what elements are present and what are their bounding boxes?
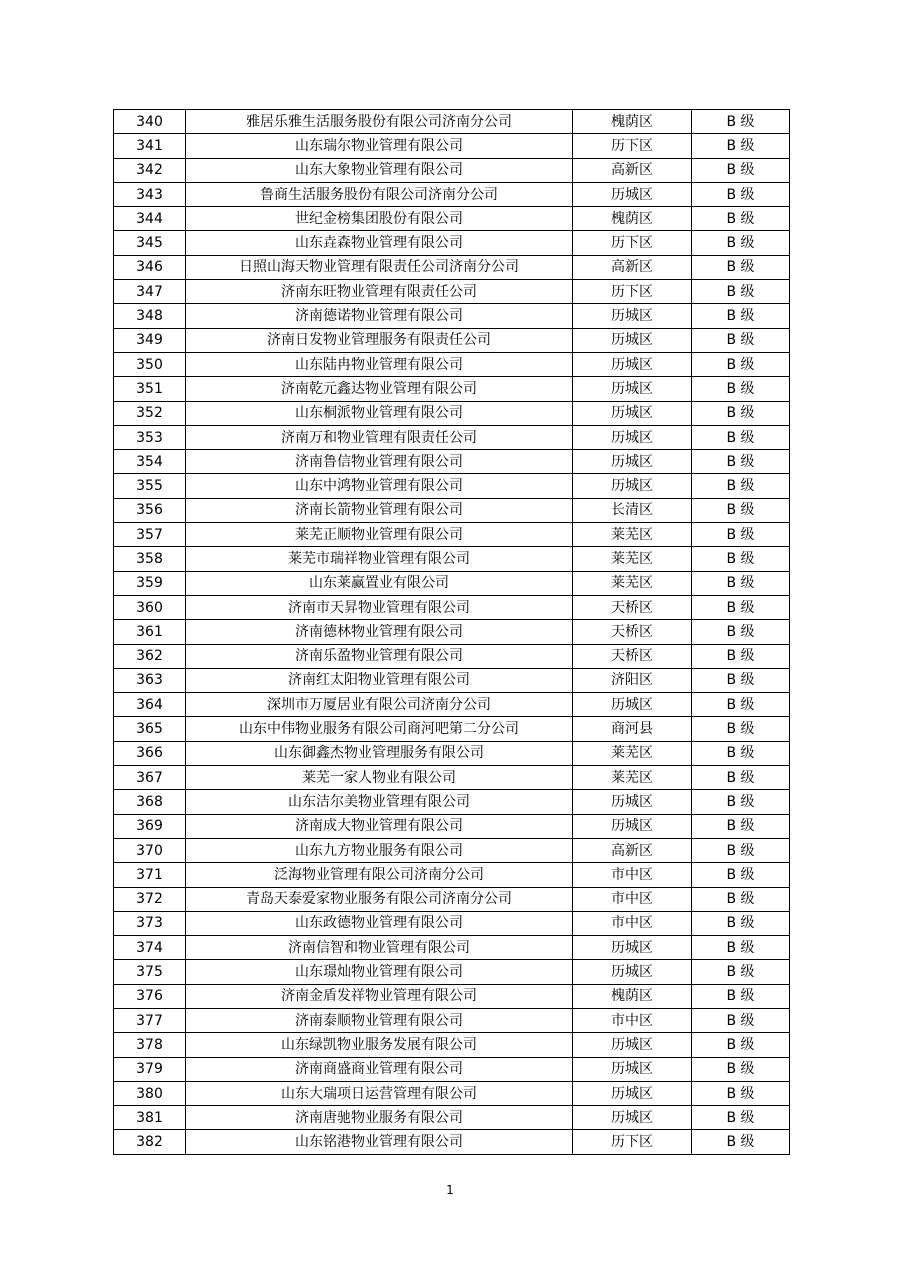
cell-company-name: 济南长箭物业管理有限公司	[186, 498, 573, 522]
cell-grade: B 级	[692, 523, 790, 547]
cell-district: 高新区	[573, 255, 692, 279]
cell-company-name: 泛海物业管理有限公司济南分公司	[186, 863, 573, 887]
cell-district: 历城区	[573, 474, 692, 498]
cell-grade: B 级	[692, 182, 790, 206]
cell-grade: B 级	[692, 280, 790, 304]
cell-district: 莱芜区	[573, 741, 692, 765]
cell-district: 高新区	[573, 158, 692, 182]
cell-grade: B 级	[692, 1106, 790, 1130]
cell-grade: B 级	[692, 401, 790, 425]
cell-district: 历城区	[573, 790, 692, 814]
cell-number: 360	[114, 595, 186, 619]
cell-company-name: 山东御鑫杰物业管理服务有限公司	[186, 741, 573, 765]
cell-company-name: 雅居乐雅生活服务股份有限公司济南分公司	[186, 110, 573, 134]
cell-company-name: 济南泰顺物业管理有限公司	[186, 1008, 573, 1032]
table-row	[114, 790, 790, 814]
cell-grade: B 级	[692, 814, 790, 838]
cell-grade: B 级	[692, 231, 790, 255]
table-row	[114, 255, 790, 279]
cell-company-name: 山东陆冉物业管理有限公司	[186, 352, 573, 376]
table-row	[114, 1106, 790, 1130]
cell-company-name: 济南信智和物业管理有限公司	[186, 936, 573, 960]
cell-number: 340	[114, 110, 186, 134]
cell-company-name: 济南商盛商业管理有限公司	[186, 1057, 573, 1081]
table-row	[114, 547, 790, 571]
page-number: 1	[446, 1183, 454, 1197]
cell-grade: B 级	[692, 620, 790, 644]
table-row	[114, 741, 790, 765]
cell-grade: B 级	[692, 425, 790, 449]
cell-number: 382	[114, 1130, 186, 1154]
table-row	[114, 887, 790, 911]
table-row	[114, 644, 790, 668]
cell-district: 市中区	[573, 863, 692, 887]
cell-number: 351	[114, 377, 186, 401]
cell-company-name: 山东桐派物业管理有限公司	[186, 401, 573, 425]
cell-company-name: 莱芜正顺物业管理有限公司	[186, 523, 573, 547]
cell-district: 槐荫区	[573, 984, 692, 1008]
cell-company-name: 世纪金榜集团股份有限公司	[186, 207, 573, 231]
cell-number: 377	[114, 1008, 186, 1032]
cell-number: 354	[114, 450, 186, 474]
cell-company-name: 山东九方物业服务有限公司	[186, 838, 573, 862]
cell-number: 356	[114, 498, 186, 522]
table-row	[114, 766, 790, 790]
cell-grade: B 级	[692, 766, 790, 790]
cell-company-name: 济南鲁信物业管理有限公司	[186, 450, 573, 474]
cell-number: 359	[114, 571, 186, 595]
cell-district: 市中区	[573, 887, 692, 911]
cell-number: 373	[114, 911, 186, 935]
table-row	[114, 717, 790, 741]
cell-grade: B 级	[692, 571, 790, 595]
cell-number: 352	[114, 401, 186, 425]
cell-district: 莱芜区	[573, 571, 692, 595]
cell-district: 莱芜区	[573, 523, 692, 547]
cell-district: 天桥区	[573, 644, 692, 668]
cell-grade: B 级	[692, 377, 790, 401]
cell-grade: B 级	[692, 328, 790, 352]
cell-district: 槐荫区	[573, 110, 692, 134]
cell-company-name: 济南日发物业管理服务有限责任公司	[186, 328, 573, 352]
cell-company-name: 青岛天泰爱家物业服务有限公司济南分公司	[186, 887, 573, 911]
cell-district: 莱芜区	[573, 766, 692, 790]
cell-company-name: 济南市天昇物业管理有限公司	[186, 595, 573, 619]
cell-grade: B 级	[692, 304, 790, 328]
table-row	[114, 668, 790, 692]
cell-number: 357	[114, 523, 186, 547]
cell-number: 365	[114, 717, 186, 741]
cell-number: 374	[114, 936, 186, 960]
cell-district: 天桥区	[573, 620, 692, 644]
cell-number: 367	[114, 766, 186, 790]
cell-number: 364	[114, 693, 186, 717]
cell-number: 375	[114, 960, 186, 984]
cell-grade: B 级	[692, 911, 790, 935]
company-grade-table	[113, 109, 790, 1155]
table-row	[114, 595, 790, 619]
cell-grade: B 级	[692, 960, 790, 984]
cell-number: 353	[114, 425, 186, 449]
cell-number: 370	[114, 838, 186, 862]
table-row	[114, 352, 790, 376]
table-row	[114, 814, 790, 838]
cell-district: 历城区	[573, 1106, 692, 1130]
table-row	[114, 863, 790, 887]
cell-company-name: 山东莱赢置业有限公司	[186, 571, 573, 595]
cell-number: 344	[114, 207, 186, 231]
cell-company-name: 山东瑞尔物业管理有限公司	[186, 134, 573, 158]
table-row	[114, 1130, 790, 1154]
cell-grade: B 级	[692, 450, 790, 474]
table-row	[114, 1033, 790, 1057]
cell-district: 历城区	[573, 401, 692, 425]
table-row	[114, 328, 790, 352]
cell-number: 361	[114, 620, 186, 644]
cell-number: 348	[114, 304, 186, 328]
cell-number: 346	[114, 255, 186, 279]
cell-company-name: 济南成大物业管理有限公司	[186, 814, 573, 838]
cell-company-name: 山东璟灿物业管理有限公司	[186, 960, 573, 984]
cell-number: 362	[114, 644, 186, 668]
table-row	[114, 110, 790, 134]
cell-district: 历城区	[573, 1081, 692, 1105]
cell-grade: B 级	[692, 1081, 790, 1105]
cell-grade: B 级	[692, 863, 790, 887]
cell-grade: B 级	[692, 595, 790, 619]
cell-company-name: 济南万和物业管理有限责任公司	[186, 425, 573, 449]
table-body	[114, 110, 790, 1155]
cell-district: 历下区	[573, 231, 692, 255]
cell-number: 378	[114, 1033, 186, 1057]
table-row	[114, 936, 790, 960]
cell-district: 高新区	[573, 838, 692, 862]
cell-grade: B 级	[692, 668, 790, 692]
cell-grade: B 级	[692, 644, 790, 668]
cell-number: 369	[114, 814, 186, 838]
cell-grade: B 级	[692, 207, 790, 231]
cell-grade: B 级	[692, 1008, 790, 1032]
cell-company-name: 山东中伟物业服务有限公司商河吧第二分公司	[186, 717, 573, 741]
cell-company-name: 济南乐盈物业管理有限公司	[186, 644, 573, 668]
cell-grade: B 级	[692, 1033, 790, 1057]
table-row	[114, 377, 790, 401]
table-row	[114, 620, 790, 644]
cell-number: 358	[114, 547, 186, 571]
cell-district: 莱芜区	[573, 547, 692, 571]
cell-grade: B 级	[692, 474, 790, 498]
cell-number: 345	[114, 231, 186, 255]
cell-district: 历城区	[573, 182, 692, 206]
cell-number: 381	[114, 1106, 186, 1130]
cell-company-name: 山东绿凯物业服务发展有限公司	[186, 1033, 573, 1057]
cell-grade: B 级	[692, 717, 790, 741]
cell-district: 市中区	[573, 911, 692, 935]
cell-number: 366	[114, 741, 186, 765]
table-row	[114, 984, 790, 1008]
cell-district: 市中区	[573, 1008, 692, 1032]
cell-district: 天桥区	[573, 595, 692, 619]
cell-district: 历城区	[573, 1057, 692, 1081]
cell-district: 历城区	[573, 377, 692, 401]
cell-grade: B 级	[692, 255, 790, 279]
table-row	[114, 304, 790, 328]
cell-district: 济阳区	[573, 668, 692, 692]
cell-company-name: 济南德诺物业管理有限公司	[186, 304, 573, 328]
cell-district: 历城区	[573, 425, 692, 449]
cell-company-name: 深圳市万厦居业有限公司济南分公司	[186, 693, 573, 717]
cell-company-name: 山东洁尔美物业管理有限公司	[186, 790, 573, 814]
cell-district: 商河县	[573, 717, 692, 741]
cell-district: 槐荫区	[573, 207, 692, 231]
table-row	[114, 1081, 790, 1105]
cell-grade: B 级	[692, 110, 790, 134]
cell-grade: B 级	[692, 693, 790, 717]
table-row	[114, 1008, 790, 1032]
cell-grade: B 级	[692, 1057, 790, 1081]
cell-company-name: 山东铭港物业管理有限公司	[186, 1130, 573, 1154]
cell-number: 379	[114, 1057, 186, 1081]
table-row	[114, 158, 790, 182]
cell-district: 长清区	[573, 498, 692, 522]
table-row	[114, 693, 790, 717]
cell-district: 历城区	[573, 814, 692, 838]
cell-company-name: 济南德林物业管理有限公司	[186, 620, 573, 644]
cell-number: 342	[114, 158, 186, 182]
cell-grade: B 级	[692, 158, 790, 182]
table-row	[114, 134, 790, 158]
cell-district: 历城区	[573, 1033, 692, 1057]
table-row	[114, 498, 790, 522]
cell-company-name: 山东政德物业管理有限公司	[186, 911, 573, 935]
cell-company-name: 济南金盾发祥物业管理有限公司	[186, 984, 573, 1008]
table-row	[114, 474, 790, 498]
cell-number: 349	[114, 328, 186, 352]
cell-district: 历下区	[573, 134, 692, 158]
cell-district: 历城区	[573, 328, 692, 352]
cell-company-name: 济南唐驰物业服务有限公司	[186, 1106, 573, 1130]
table-row	[114, 838, 790, 862]
cell-number: 350	[114, 352, 186, 376]
table-row	[114, 182, 790, 206]
cell-number: 371	[114, 863, 186, 887]
table-row	[114, 450, 790, 474]
cell-number: 341	[114, 134, 186, 158]
cell-company-name: 莱芜市瑞祥物业管理有限公司	[186, 547, 573, 571]
cell-number: 347	[114, 280, 186, 304]
cell-grade: B 级	[692, 498, 790, 522]
cell-company-name: 济南东旺物业管理有限责任公司	[186, 280, 573, 304]
cell-number: 372	[114, 887, 186, 911]
table-row	[114, 280, 790, 304]
cell-grade: B 级	[692, 790, 790, 814]
cell-number: 368	[114, 790, 186, 814]
cell-number: 343	[114, 182, 186, 206]
cell-company-name: 山东大象物业管理有限公司	[186, 158, 573, 182]
cell-number: 355	[114, 474, 186, 498]
cell-grade: B 级	[692, 936, 790, 960]
cell-district: 历城区	[573, 304, 692, 328]
table-row	[114, 207, 790, 231]
cell-number: 363	[114, 668, 186, 692]
cell-company-name: 日照山海天物业管理有限责任公司济南分公司	[186, 255, 573, 279]
cell-district: 历下区	[573, 280, 692, 304]
table-row	[114, 425, 790, 449]
cell-grade: B 级	[692, 838, 790, 862]
cell-grade: B 级	[692, 134, 790, 158]
cell-grade: B 级	[692, 1130, 790, 1154]
table-row	[114, 401, 790, 425]
table-row	[114, 523, 790, 547]
table-row	[114, 911, 790, 935]
cell-company-name: 山东大瑞项日运营管理有限公司	[186, 1081, 573, 1105]
cell-company-name: 莱芜一家人物业有限公司	[186, 766, 573, 790]
cell-district: 历城区	[573, 693, 692, 717]
table-row	[114, 1057, 790, 1081]
cell-district: 历城区	[573, 450, 692, 474]
cell-grade: B 级	[692, 984, 790, 1008]
cell-grade: B 级	[692, 547, 790, 571]
cell-company-name: 山东垚森物业管理有限公司	[186, 231, 573, 255]
cell-district: 历下区	[573, 1130, 692, 1154]
table-row	[114, 231, 790, 255]
cell-company-name: 鲁商生活服务股份有限公司济南分公司	[186, 182, 573, 206]
cell-company-name: 山东中鸿物业管理有限公司	[186, 474, 573, 498]
cell-company-name: 济南乾元鑫达物业管理有限公司	[186, 377, 573, 401]
cell-number: 376	[114, 984, 186, 1008]
table-row	[114, 960, 790, 984]
cell-district: 历城区	[573, 936, 692, 960]
cell-company-name: 济南红太阳物业管理有限公司	[186, 668, 573, 692]
cell-grade: B 级	[692, 352, 790, 376]
cell-district: 历城区	[573, 960, 692, 984]
cell-grade: B 级	[692, 887, 790, 911]
cell-district: 历城区	[573, 352, 692, 376]
cell-number: 380	[114, 1081, 186, 1105]
cell-grade: B 级	[692, 741, 790, 765]
table-row	[114, 571, 790, 595]
